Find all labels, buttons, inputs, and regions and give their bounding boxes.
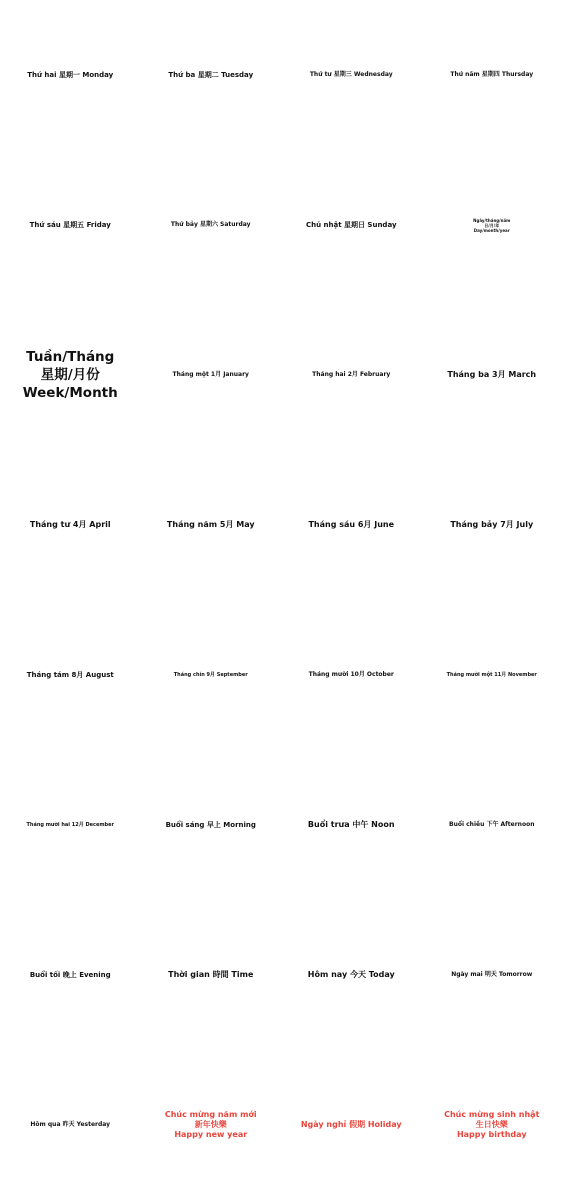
word-cell-yesterday: Hôm qua 昨天 Yesterday (30, 1121, 111, 1129)
word-cell-wednesday: Thứ tư 星期三 Wednesday (309, 71, 393, 79)
word-cell-february: Tháng hai 2月 February (312, 371, 391, 379)
word-cell-today: Hôm nay 今天 Today (307, 970, 395, 979)
word-cell-december: Tháng mười hai 12月 December (26, 821, 114, 828)
word-cell-tuesday: Thứ ba 星期二 Tuesday (168, 70, 254, 79)
word-cell-thursday: Thứ năm 星期四 Thursday (450, 71, 534, 79)
word-cell-noon: Buổi trưa 中午 Noon (307, 820, 395, 829)
word-cell-june: Tháng sáu 6月 June (308, 520, 395, 529)
word-cell-tomorrow: Ngày mai 明天 Tomorrow (451, 971, 533, 979)
greeting-happy-birthday: Chúc mừng sinh nhật 生日快樂 Happy birthday (444, 1110, 540, 1139)
word-cell-time: Thời gian 時間 Time (168, 970, 254, 979)
word-cell-friday: Thứ sáu 星期五 Friday (29, 220, 111, 229)
word-cell-may: Tháng năm 5月 May (166, 520, 255, 529)
word-cell-september: Tháng chín 9月 September (173, 671, 248, 678)
word-cell-july: Tháng bảy 7月 July (450, 520, 534, 529)
word-cell-january: Tháng một 1月 January (172, 371, 249, 379)
word-cell-week-month: Tuần/Tháng 星期/月份 Week/Month (22, 348, 118, 402)
word-cell-holiday: Ngày nghỉ 假期 Holiday (300, 1120, 402, 1129)
word-cell-monday: Thứ hai 星期一 Monday (27, 70, 114, 79)
word-cell-saturday: Thứ bảy 星期六 Saturday (170, 221, 251, 229)
word-cell-afternoon: Buổi chiều 下午 Afternoon (449, 821, 535, 829)
word-cell-morning: Buổi sáng 早上 Morning (165, 820, 256, 829)
word-cell-day-month-year: Ngày/tháng/năm 日/月/年 Day/month/year (473, 217, 511, 233)
word-cell-april: Tháng tư 4月 April (29, 520, 111, 529)
greeting-happy-new-year: Chúc mừng năm mới 新年快樂 Happy new year (164, 1110, 257, 1139)
word-cell-august: Tháng tám 8月 August (26, 670, 114, 679)
word-cell-november: Tháng mười một 11月 November (446, 671, 537, 678)
word-cell-october: Tháng mười 10月 October (308, 671, 394, 679)
word-cell-march: Tháng ba 3月 March (447, 370, 537, 379)
word-cell-sunday: Chủ nhật 星期日 Sunday (305, 220, 397, 229)
word-cell-evening: Buổi tối 晚上 Evening (29, 970, 111, 979)
